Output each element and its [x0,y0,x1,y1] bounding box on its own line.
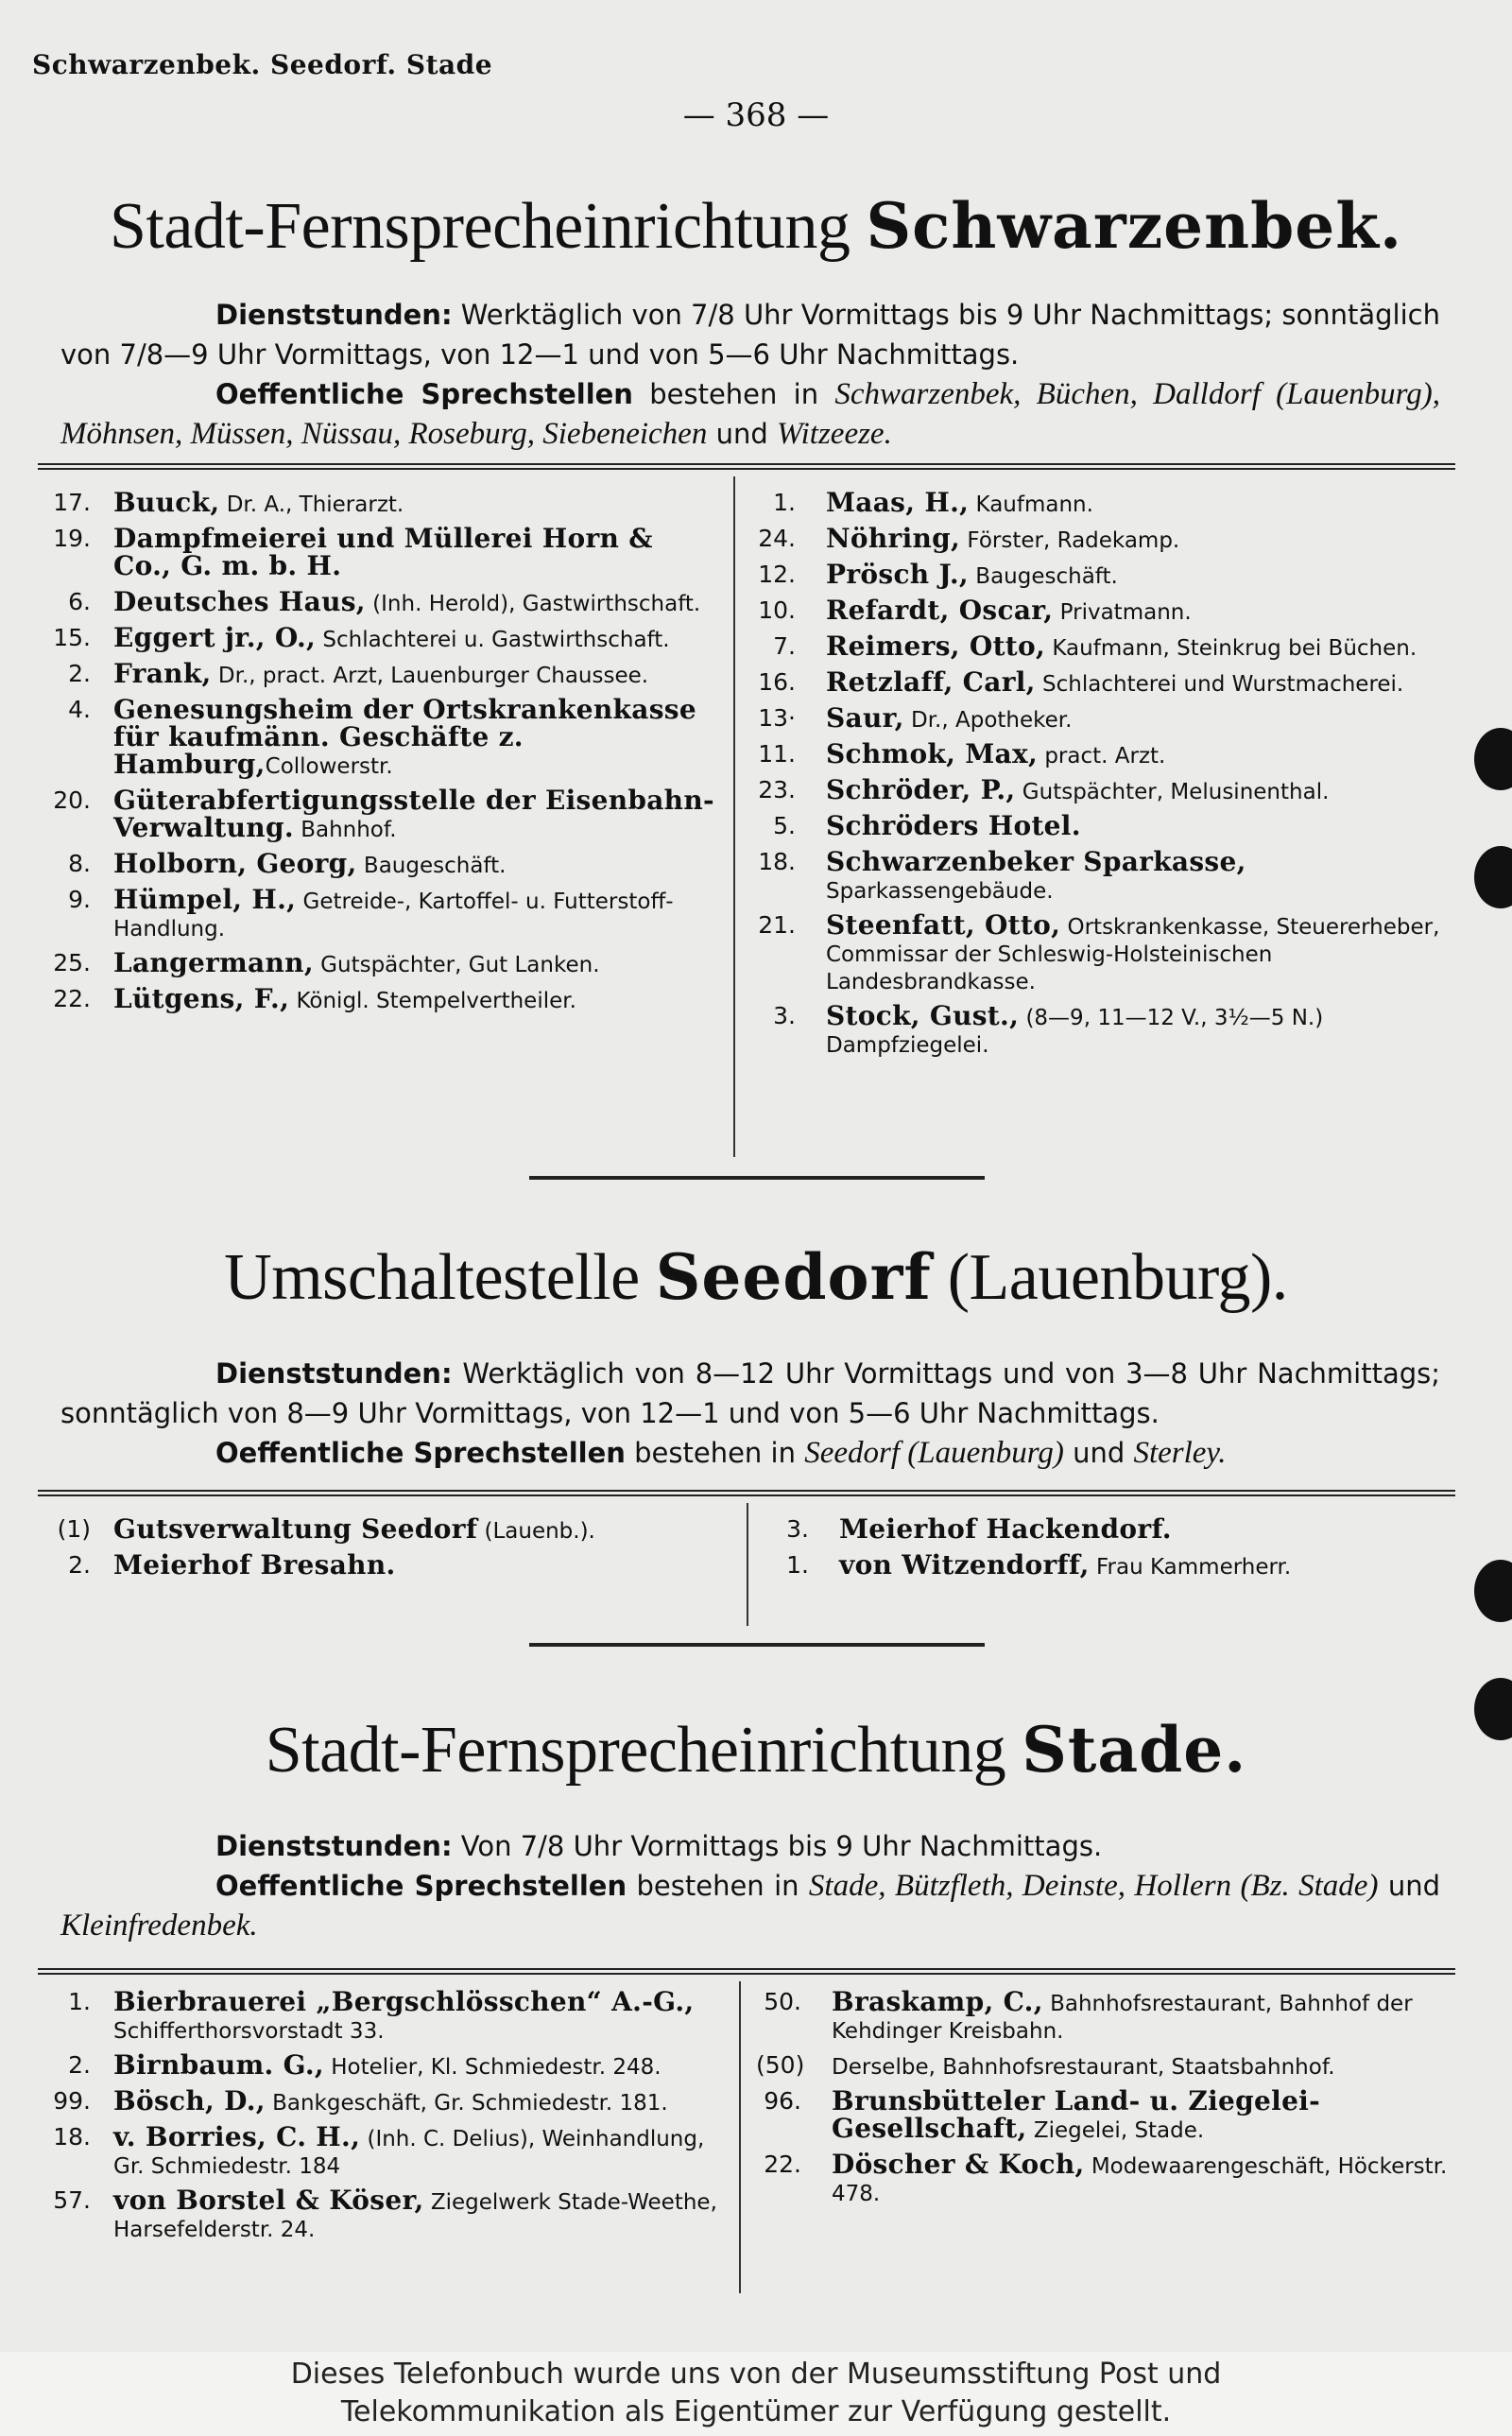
directory-entry [36,1549,735,1581]
directory-entry [750,666,1453,698]
directory-entry [750,523,1453,554]
directory-entry [750,774,1453,805]
entry-number: 25. [53,949,91,976]
directory-entry [750,909,1453,995]
entry-description: Getreide-, Kartoffel- u. Futterstoff-Handlung. [113,890,674,942]
entry-description: Hotelier, Kl. Schmiedestr. 248. [323,2055,662,2080]
double-rule [38,463,1455,470]
entry-number: 3. [773,1002,796,1029]
entry-number: 17. [53,489,91,516]
entry-number: 22. [764,2151,801,2178]
entry-description: Ortskrankenkasse, Steuererheber, Commissar der Schleswig-Holsteinischen Landesbrandkasse. [826,915,1440,994]
running-head: Schwarzenbek. Seedorf. Stade [32,49,493,80]
archive-notice-line-2: Telekommunikation als Eigentümer zur Verfügung gestellt. [340,2395,1172,2428]
entry-number: 2. [68,2051,91,2079]
entry-description: Dr., pract. Arzt, Lauenburger Chaussee. [211,664,649,688]
entry-number: 2. [68,1551,91,1579]
section-separator [529,1176,985,1180]
directory-entry [750,633,1453,662]
entry-name: Genesungsheim der Ortskrankenkasse für kaufmänn. Geschäfte z. Hamburg, [113,694,696,780]
entry-name: Maas, H., [826,487,970,518]
seedorf-right-column [764,1513,1453,1588]
entry-name: Steenfatt, Otto, [826,909,1061,941]
entry-number: 7. [773,632,796,660]
directory-entry [750,487,1453,518]
entry-number: 4. [68,696,91,723]
entry-description: Baugeschäft. [968,564,1118,589]
section-title-schwarzenbek: Stadt-Fernsprecheinrichtung Schwarzenbek. [109,189,1402,263]
entry-name: Meierhof Bresahn. [113,1549,396,1581]
double-rule [38,1968,1455,1975]
seedorf-info: Dienststunden: Werktäglich von 8—12 Uhr Vormittags und von 3—8 Uhr Nachmittags; sonntäglich von 8—9 Uhr Vormittags, von 12—1 und von 5—6 Uhr Nachmittags. Oeffentliche Sprechstellen bestehen in Seedorf (Lauenburg) und Sterley. [60,1357,1440,1470]
entry-number: 12. [758,561,796,588]
entry-name: Gutsverwaltung Seedorf [113,1513,478,1545]
entry-name: Deutsches Haus, [113,586,366,617]
directory-entry [750,1000,1453,1059]
entry-name: Brunsbütteler Land- u. Ziegelei-Gesellschaft, [832,2085,1321,2144]
entry-description: (Lauenb.). [477,1519,595,1544]
entry-description: Förster, Radekamp. [960,528,1180,553]
directory-entry [36,848,718,879]
entry-name: Stock, Gust., [826,1000,1020,1031]
entry-name: v. Borries, C. H., [113,2121,361,2152]
entry-name: Lütgens, F., [113,983,290,1014]
entry-name: Eggert jr., O., [113,622,317,653]
entry-name: Buuck, [113,487,220,518]
entry-number: 18. [53,2123,91,2151]
entry-number: 24. [758,525,796,552]
entry-name: Saur, [826,702,904,734]
directory-entry [756,2151,1459,2207]
entry-number: 1. [786,1551,809,1579]
directory-entry [750,738,1453,769]
entry-description: Ziegelei, Stade. [1026,2118,1205,2143]
directory-entry [36,1986,726,2045]
schwarzenbek-info: Dienststunden: Werktäglich von 7/8 Uhr Vormittags bis 9 Uhr Nachmittags; sonntäglich von 7/8—9 Uhr Vormittags, von 12—1 und von 5—6 Uhr Nachmittags. Oeffentliche Sprechstellen bestehen in Schwarzenbek, Büchen, Dalldorf (Lauenburg), Möhnsen, Müssen, Nüssau, Roseburg, Siebeneichen und Witzeeze. [60,299,1440,451]
entry-number: 99. [53,2087,91,2115]
entry-description: Schlachterei u. Gastwirthschaft. [316,628,670,652]
entry-name: Reimers, Otto, [826,631,1046,662]
entry-number: 16. [758,668,796,696]
directory-entry [750,561,1453,590]
stade-info: Dienststunden: Von 7/8 Uhr Vormittags bis 9 Uhr Nachmittags. Oeffentliche Sprechstellen bestehen in Stade, Bützfleth, Deinste, Hollern (Bz. Stade) und Kleinfredenbek. [60,1830,1441,1943]
entry-description: Bahnhofsrestaurant, Bahnhof der Kehdinger Kreisbahn. [832,1992,1413,2044]
entry-name: Schmok, Max, [826,738,1039,769]
entry-name: Dampfmeierei und Müllerei Horn & Co., G. m. b. H. [113,523,653,581]
entry-description: (Inh. C. Delius), Weinhandlung, Gr. Schmiedestr. 184 [113,2127,705,2179]
entry-number: 19. [53,525,91,552]
entry-description: Bankgeschäft, Gr. Schmiedestr. 181. [265,2091,668,2116]
directory-entry [36,2049,726,2081]
entry-number: 1. [773,489,796,516]
directory-entry [750,597,1453,626]
entry-number: 96. [764,2087,801,2115]
stade-left-column [36,1986,726,2251]
directory-entry [764,1549,1453,1581]
entry-description: Schlachterei und Wurstmacherei. [1035,672,1404,697]
directory-entry [750,810,1453,841]
entry-number: (50) [756,2051,805,2079]
directory-entry [756,1986,1459,2045]
entry-name: Retzlaff, Carl, [826,666,1036,698]
entry-name: Prösch J., [826,559,969,590]
entry-name: Schwarzenbeker Sparkasse, [826,846,1246,877]
stade-right-column [756,1986,1459,2215]
entry-description: Sparkassengebäude. [826,879,1054,904]
entry-name: Hümpel, H., [113,884,297,915]
directory-entry [36,947,718,978]
entry-description: Gutspächter, Gut Lanken. [313,953,600,977]
entry-number: 13· [758,704,796,732]
directory-entry [36,787,718,843]
entry-description: Kaufmann. [969,492,1093,517]
entry-name: Nöhring, [826,523,961,554]
section-separator [529,1643,985,1647]
directory-entry [36,2085,726,2116]
directory-entry [764,1513,1453,1545]
entry-name: Bösch, D., [113,2085,266,2116]
entry-description: Schifferthorsvorstadt 33. [113,2019,385,2044]
binder-hole [1474,728,1512,790]
entry-number: 15. [53,624,91,651]
entry-description: Frau Kammerherr. [1089,1555,1292,1580]
directory-entry [750,846,1453,905]
entry-number: 20. [53,786,91,814]
directory-entry [36,694,718,780]
binder-hole [1474,846,1512,908]
entry-name: Bierbrauerei „Bergschlösschen“ A.-G., [113,1986,695,2017]
section-title-seedorf: Umschaltestelle Seedorf (Lauenburg). [224,1240,1288,1314]
entry-number: 57. [53,2186,91,2214]
entry-number: 23. [758,776,796,803]
directory-entry [36,523,718,581]
entry-description: Dr., Apotheker. [903,708,1073,733]
entry-number: 22. [53,985,91,1012]
entry-number: 10. [758,596,796,624]
entry-number: 2. [68,660,91,687]
binder-hole [1474,1560,1512,1622]
directory-entry [756,2052,1459,2081]
schwarzenbek-left-column [36,487,718,1022]
directory-entry [36,2187,726,2243]
column-divider [739,1981,741,2293]
directory-entry [36,2121,726,2180]
double-rule [38,1490,1455,1496]
entry-name: Langermann, [113,947,314,978]
directory-entry [36,622,718,653]
entry-number: (1) [57,1515,91,1543]
entry-number: 5. [773,812,796,839]
archive-notice [0,2352,1512,2436]
entry-number: 21. [758,911,796,939]
entry-description: Gutspächter, Melusinenthal. [1015,780,1330,804]
entry-number: 9. [68,886,91,913]
entry-description: (8—9, 11—12 V., 3½—5 N.) Dampfziegelei. [826,1006,1324,1058]
section-title-stade: Stadt-Fernsprecheinrichtung Stade. [265,1713,1247,1787]
entry-description: Modewaarengeschäft, Höckerstr. 478. [832,2154,1448,2206]
directory-entry [756,2085,1459,2144]
entry-name: Schröders Hotel. [826,810,1081,841]
directory-entry [750,702,1453,734]
directory-entry [36,487,718,518]
archive-notice-line-1: Dieses Telefonbuch wurde uns von der Museumsstiftung Post und [290,2358,1222,2391]
entry-name: Schröder, P., [826,774,1016,805]
entry-name: Refardt, Oscar, [826,595,1054,626]
entry-description: Bahnhof. [293,818,397,842]
page-number: — 368 — [682,96,830,134]
column-divider [747,1503,748,1626]
entry-description: Baugeschäft. [356,854,507,878]
directory-entry [36,884,718,942]
entry-number: 8. [68,850,91,877]
entry-name: Birnbaum. G., [113,2049,324,2081]
entry-number: 11. [758,740,796,768]
entry-name: Meierhof Hackendorf. [839,1513,1172,1545]
directory-entry [36,1513,735,1545]
entry-number: 18. [758,848,796,875]
directory-entry [36,658,718,689]
directory-entry [36,586,718,617]
entry-description: Collowerstr. [265,754,393,779]
entry-name: Frank, [113,658,212,689]
entry-name: Döscher & Koch, [832,2149,1085,2180]
entry-name: Güterabfertigungsstelle der Eisenbahn-Verwaltung. [113,785,714,843]
column-divider [733,476,735,1157]
entry-description: (Inh. Herold), Gastwirthschaft. [365,592,701,616]
directory-entry [36,983,718,1014]
entry-name: von Borstel & Köser, [113,2185,424,2216]
entry-description: Privatmann. [1053,600,1192,625]
entry-description: Ziegelwerk Stade-Weethe, Harsefelderstr. 24. [113,2190,717,2242]
entry-number: 50. [764,1988,801,2015]
entry-number: 6. [68,588,91,615]
entry-name: von Witzendorff, [839,1549,1090,1581]
entry-description: Derselbe, Bahnhofsrestaurant, Staatsbahnhof. [832,2055,1335,2080]
entry-name: Braskamp, C., [832,1986,1043,2017]
entry-description: Kaufmann, Steinkrug bei Büchen. [1045,636,1418,661]
entry-description: Königl. Stempelvertheiler. [289,989,576,1013]
seedorf-left-column [36,1513,735,1588]
schwarzenbek-right-column [750,487,1453,1066]
entry-name: Holborn, Georg, [113,848,357,879]
entry-number: 1. [68,1988,91,2015]
entry-number: 3. [786,1515,809,1543]
entry-description: pract. Arzt. [1038,744,1166,769]
entry-description: Dr. A., Thierarzt. [219,492,404,517]
